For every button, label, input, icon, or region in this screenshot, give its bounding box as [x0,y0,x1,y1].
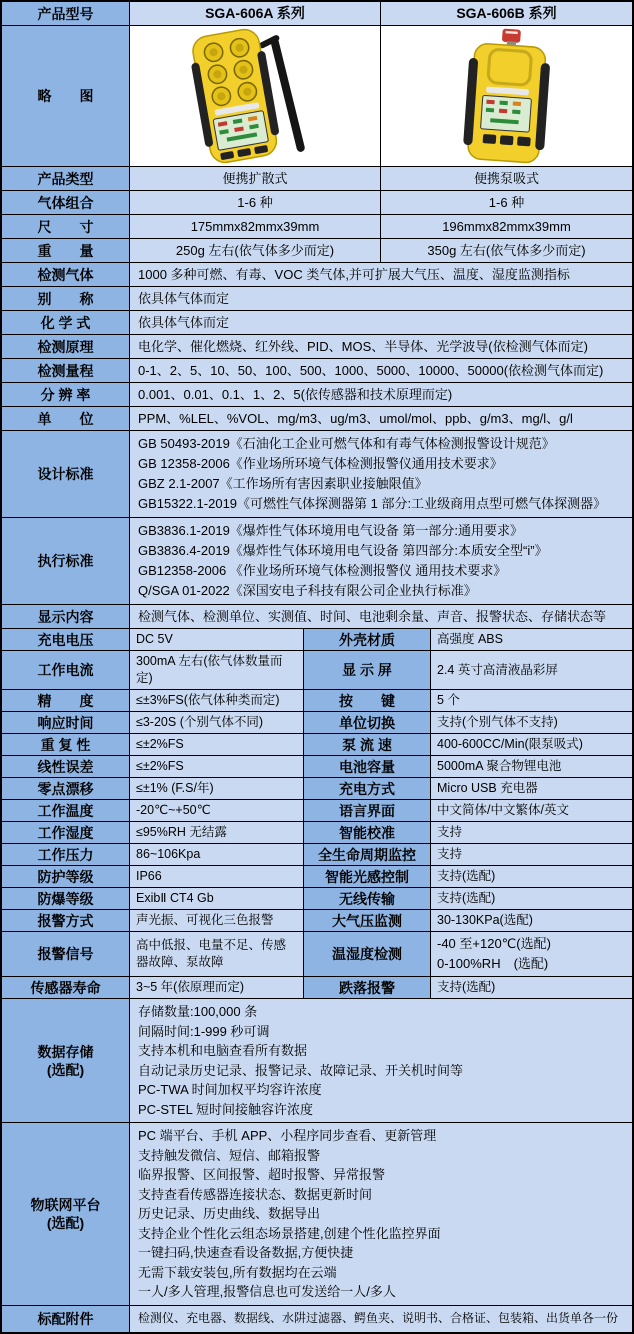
text-line: (选配) [46,1214,85,1231]
text-line: GB3836.1-2019《爆炸性气体环境用电气设备 第一部分:通用要求》 [138,523,524,538]
text-line: 设计标准 [37,466,94,482]
row-label: 分 辨 率 [2,383,130,406]
row-value-right: 支持(选配) [431,888,632,909]
row-label-right: 智能光感控制 [304,866,431,887]
text-line: 0-100%RH (选配) [437,956,549,971]
spec-row [2,734,632,756]
device-b-image-cell [381,26,632,166]
text-line: GB3836.4-2019《爆炸性气体环境用电气设备 第四部分:本质安全型“i”》 [138,543,548,558]
device-b-body [462,28,552,164]
row-value-left: ≤95%RH 无结露 [130,822,304,843]
spec-row [2,335,632,359]
row-value-left: ≤±2%FS [130,734,304,755]
row-value-a: 175mmx82mmx39mm [130,215,381,238]
text-line: 临界报警、区间报警、超时报警、异常报警 [138,1167,386,1182]
row-label-right: 智能校准 [304,822,431,843]
text-line: 支持查看传感器连接状态、数据更新时间 [138,1186,373,1202]
spec-row [2,263,632,287]
header-model-b: SGA-606B 系列 [381,2,632,25]
row-value-left: ≤±2%FS [130,756,304,777]
row-label-left: 防护等级 [2,866,130,887]
row-label-right: 按 键 [304,690,431,711]
pump-inlet-cap [501,29,520,43]
spec-row [2,712,632,734]
row-value: 依具体气体而定 [130,287,632,310]
spec-row [2,822,632,844]
spec-row [2,1123,632,1306]
spec-row [2,800,632,822]
spec-row [2,629,632,651]
row-label-left: 工作压力 [2,844,130,865]
header-model-a: SGA-606A 系列 [130,2,381,25]
row-label: 检测量程 [2,359,130,382]
header-label: 产品型号 [2,2,130,25]
row-label-right: 温湿度检测 [304,932,431,976]
spec-row [2,866,632,888]
row-label: 化 学 式 [2,311,130,334]
row-value: 电化学、催化燃烧、红外线、PID、MOS、半导体、光学波导(依检测气体而定) [130,335,632,358]
row-label-right: 语言界面 [304,800,431,821]
row-value-left: -20℃~+50℃ [130,800,304,821]
text-line: 支持触发微信、短信、邮箱报警 [138,1147,321,1163]
row-label-left: 防爆等级 [2,888,130,909]
text-line: 无需下载安装包,所有数据均在云端 [138,1264,337,1280]
spec-row [2,844,632,866]
row-label: 标配附件 [2,1306,130,1332]
row-value-a: 便携扩散式 [130,167,381,190]
spec-row [2,431,632,518]
row-value-right: 支持(选配) [431,977,632,998]
row-value: 0.001、0.01、0.1、1、2、5(依传感器和技术原理而定) [130,383,632,406]
row-value-right: 中文简体/中文繁体/英文 [431,800,632,821]
row-value [130,431,632,517]
row-value-left: 高中低报、电量不足、传感器故障、泵故障 [130,932,304,976]
text-line: PC 端平台、手机 APP、小程序同步查看、更新管理 [138,1128,437,1143]
row-value-right: 5000mA 聚合物锂电池 [431,756,632,777]
row-value-left: 3~5 年(依原理而定) [130,977,304,998]
row-label: 尺 寸 [2,215,130,238]
text-line: 数据存储 [37,1043,94,1060]
text-line: GB 12358-2006《作业场所环境气体检测报警仪通用技术要求》 [138,456,503,471]
row-value [130,999,632,1122]
text-line: 执行标准 [37,553,94,569]
row-value-a: 250g 左右(依气体多少而定) [130,239,381,262]
text-line: Q/SGA 01-2022《深国安电子科技有限公司企业执行标准》 [138,583,477,598]
row-label-right: 泵 流 速 [304,734,431,755]
row-label: 气体组合 [2,191,130,214]
row-label: 显示内容 [2,605,130,628]
table-header-row [2,2,632,26]
spec-row [2,690,632,712]
spec-row [2,605,632,629]
row-label [2,431,130,517]
row-value-right: 2.4 英寸高清液晶彩屏 [431,651,632,689]
row-value-right: 400-600CC/Min(限泵吸式) [431,734,632,755]
row-value-left: 86~106Kpa [130,844,304,865]
row-label: 别 称 [2,287,130,310]
text-line: GB15322.1-2019《可燃性气体探测器第 1 部分:工业级商用点型可燃气体探测器》 [138,496,607,511]
row-value: 检测气体、检测单位、实测值、时间、电池剩余量、声音、报警状态、存储状态等 [130,605,632,628]
text-line: 自动记录历史记录、报警记录、故障记录、开关机时间等 [138,1062,464,1078]
row-value-left: ExibⅡ CT4 Gb [130,888,304,909]
spec-row [2,651,632,690]
row-label-right: 充电方式 [304,778,431,799]
row-label: 检测气体 [2,263,130,286]
text-line: GB12358-2006 《作业场所环境气体检测报警仪 通用技术要求》 [138,563,507,578]
spec-row [2,999,632,1123]
spec-row [2,167,632,191]
row-label [2,999,130,1122]
spec-rows-container [2,167,632,1332]
row-value-b: 便携泵吸式 [381,167,632,190]
spec-row [2,383,632,407]
device-b-illustration [392,28,622,164]
row-label: 单 位 [2,407,130,430]
sketch-label: 略 图 [2,26,130,166]
row-label [2,518,130,604]
row-label-right: 无线传输 [304,888,431,909]
row-value-right: 支持 [431,844,632,865]
spec-row [2,518,632,605]
row-value-right: 5 个 [431,690,632,711]
row-value-left: ≤3-20S (个别气体不同) [130,712,304,733]
row-value-right: 支持(个别气体不支持) [431,712,632,733]
sketch-row [2,26,632,167]
text-line: 间隔时间:1-999 秒可调 [138,1023,270,1039]
spec-row [2,407,632,431]
row-label-right: 显 示 屏 [304,651,431,689]
row-value: 检测仪、充电器、数据线、水阱过滤器、鳄鱼夹、说明书、合格证、包装箱、出货单各一份 [130,1306,632,1332]
text-line: -40 至+120℃(选配) [437,936,551,951]
row-label-left: 报警方式 [2,910,130,931]
row-label-left: 响应时间 [2,712,130,733]
text-line: PC-STEL 短时间接触容许浓度 [138,1101,314,1117]
device-a-image-cell [130,26,381,166]
row-value-left: 声光振、可视化三色报警 [130,910,304,931]
spec-row [2,191,632,215]
text-line: 历史记录、历史曲线、数据导出 [138,1206,321,1221]
row-label-right: 跌落报警 [304,977,431,998]
text-line: 存储数量:100,000 条 [138,1004,258,1019]
spec-row [2,359,632,383]
spec-row [2,778,632,800]
spec-row [2,888,632,910]
text-line: (选配) [46,1061,85,1078]
row-label-right: 电池容量 [304,756,431,777]
row-value: PPM、%LEL、%VOL、mg/m3、ug/m3、umol/mol、ppb、g/m3、mg/l、g/l [130,407,632,430]
row-label-right: 外壳材质 [304,629,431,650]
row-value-b: 196mmx82mmx39mm [381,215,632,238]
spec-row [2,1306,632,1332]
row-value-right: 支持(选配) [431,866,632,887]
text-line: 物联网平台 [30,1196,101,1213]
row-value-a: 1-6 种 [130,191,381,214]
row-value [130,1123,632,1305]
row-value-left: IP66 [130,866,304,887]
spec-row [2,910,632,932]
row-label-left: 传感器寿命 [2,977,130,998]
text-line: GB 50493-2019《石油化工企业可燃气体和有毒气体检测报警设计规范》 [138,436,555,451]
row-value-b: 350g 左右(依气体多少而定) [381,239,632,262]
row-label-left: 重 复 性 [2,734,130,755]
row-label-left: 零点漂移 [2,778,130,799]
row-label-left: 工作湿度 [2,822,130,843]
row-value-left: ≤±3%FS(依气体种类而定) [130,690,304,711]
row-label: 检测原理 [2,335,130,358]
row-label-left: 线性误差 [2,756,130,777]
text-line: GBZ 2.1-2007《工作场所有害因素职业接触限值》 [138,476,428,491]
spec-row [2,239,632,263]
text-line: 一键扫码,快速查看设备数据,方便快捷 [138,1245,354,1260]
row-label: 重 量 [2,239,130,262]
text-line: 支持企业个性化云组态场景搭建,创建个性化监控界面 [138,1225,441,1241]
row-label-left: 工作电流 [2,651,130,689]
row-value-left: ≤±1% (F.S/年) [130,778,304,799]
row-label-right: 单位切换 [304,712,431,733]
row-label-left: 报警信号 [2,932,130,976]
device-a-illustration [141,28,369,164]
row-value-left: DC 5V [130,629,304,650]
row-label-right: 大气压监测 [304,910,431,931]
device-a-body [187,28,283,164]
spec-row [2,932,632,977]
row-value-b: 1-6 种 [381,191,632,214]
row-value: 1000 多种可燃、有毒、VOC 类气体,并可扩展大气压、温度、湿度监测指标 [130,263,632,286]
row-label-left: 充电电压 [2,629,130,650]
screen-readings [485,100,521,125]
text-line: PC-TWA 时间加权平均容许浓度 [138,1082,322,1097]
row-value: 依具体气体而定 [130,311,632,334]
row-value-right: Micro USB 充电器 [431,778,632,799]
spec-row [2,287,632,311]
row-value-right: 支持 [431,822,632,843]
row-value-left: 300mA 左右(依气体数量而定) [130,651,304,689]
spec-row [2,215,632,239]
row-value: 0-1、2、5、10、50、100、500、1000、5000、10000、50000(依检测气体而定) [130,359,632,382]
row-label-right: 全生命周期监控 [304,844,431,865]
row-value-right: 30-130KPa(选配) [431,910,632,931]
spec-row [2,311,632,335]
row-value-right [431,932,632,976]
spec-row [2,977,632,999]
row-value-right: 高强度 ABS [431,629,632,650]
spec-row [2,756,632,778]
row-label [2,1123,130,1305]
row-label: 产品类型 [2,167,130,190]
text-line: 支持本机和电脑查看所有数据 [138,1043,308,1058]
text-line: 一人/多人管理,报警信息也可发送给一人/多人 [138,1284,396,1299]
row-value [130,518,632,604]
row-label-left: 精 度 [2,690,130,711]
row-label-left: 工作温度 [2,800,130,821]
